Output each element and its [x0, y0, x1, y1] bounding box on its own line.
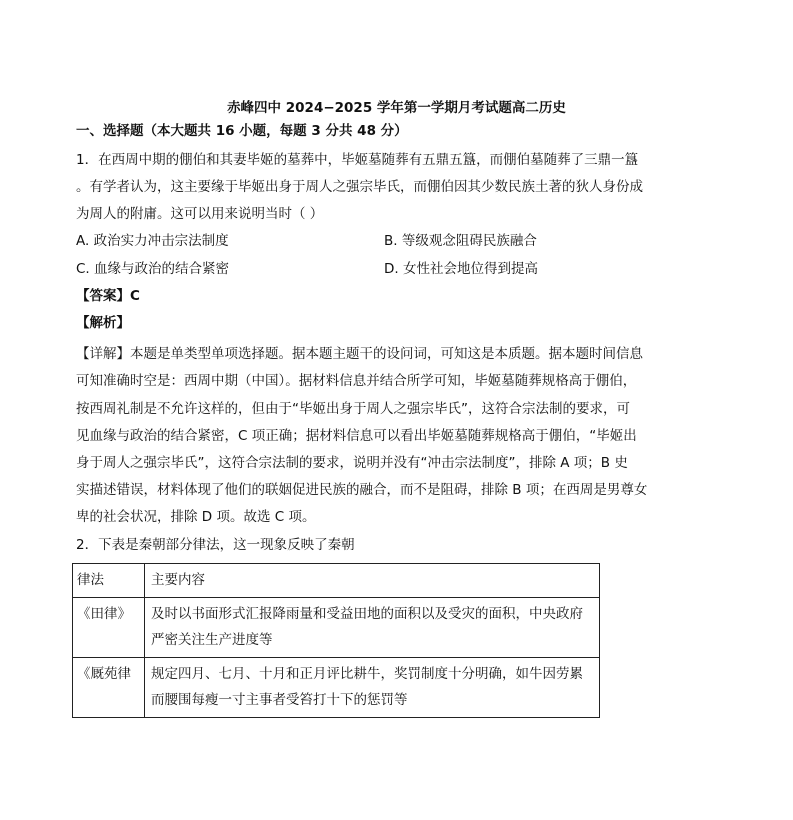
table-cell-law: 《田律》: [73, 598, 145, 658]
q2-stem: 2．下表是秦朝部分律法，这一现象反映了秦朝: [76, 537, 355, 553]
q1-detail-line-1: 【详解】本题是单类型单项选择题。据本题主题干的设问词，可知这是本质题。据本题时间信息: [76, 346, 643, 362]
table-cell-content: [145, 598, 600, 658]
page-title: 赤峰四中 2024−2025 学年第一学期月考试题高二历史: [227, 100, 566, 116]
q1-stem-line-1: 1．在西周中期的倗伯和其妻毕姬的墓葬中，毕姬墓随葬有五鼎五簋，而倗伯墓随葬了三鼎一簋: [76, 152, 639, 168]
table-cell-law: 《厩苑律: [73, 658, 145, 718]
law-table: [72, 563, 600, 718]
q1-detail-line-4: 见血缘与政治的结合紧密，C 项正确；据材料信息可以看出毕姬墓随葬规格高于倗伯，“毕姬出: [76, 428, 637, 444]
q1-detail-line-6: 实描述错误，材料体现了他们的联姻促进民族的融合，而不是阻碍，排除 B 项；在西周是男尊女: [76, 482, 648, 498]
q1-detail-line-2: 可知准确时空是：西周中期（中国）。据材料信息并结合所学可知，毕姬墓随葬规格高于倗伯，: [76, 373, 637, 389]
table-header-row: [73, 564, 600, 598]
q1-option-d: D. 女性社会地位得到提高: [384, 261, 538, 277]
content-line: 规定四月、七月、十月和正月评比耕牛，奖罚制度十分明确，如牛因劳累: [151, 666, 583, 682]
q1-stem-line-3: 为周人的附庸。这可以用来说明当时（ ）: [76, 206, 324, 222]
table-header-law: 律法: [73, 564, 145, 598]
table-row: [73, 598, 600, 658]
q1-analysis-label: 【解析】: [76, 315, 130, 331]
q1-option-c: C. 血缘与政治的结合紧密: [76, 261, 230, 277]
q1-detail-line-3: 按西周礼制是不允许这样的，但由于“毕姬出身于周人之强宗毕氏”，这符合宗法制的要求，可: [76, 401, 630, 417]
q1-detail-line-5: 身于周人之强宗毕氏”，这符合宗法制的要求，说明并没有“冲击宗法制度”，排除 A 项；B 史: [76, 455, 628, 471]
content-line: 严密关注生产进度等: [151, 632, 273, 648]
q1-option-a: A. 政治实力冲击宗法制度: [76, 233, 229, 249]
content-line: 及时以书面形式汇报降雨量和受益田地的面积以及受灾的面积，中央政府: [151, 606, 583, 622]
q1-answer: 【答案】C: [76, 288, 140, 304]
table-header-content: 主要内容: [145, 564, 600, 598]
section-heading: 一、选择题（本大题共 16 小题，每题 3 分共 48 分）: [76, 123, 408, 139]
q1-stem-line-2: 。有学者认为，这主要缘于毕姬出身于周人之强宗毕氏，而倗伯因其少数民族土著的狄人身份成: [76, 179, 643, 195]
q1-detail-line-7: 卑的社会状况，排除 D 项。故选 C 项。: [76, 509, 316, 525]
table-row: [73, 658, 600, 718]
q1-option-b: B. 等级观念阻碍民族融合: [384, 233, 537, 249]
content-line: 而腰围每瘦一寸主事者受笞打十下的惩罚等: [151, 692, 408, 708]
table-cell-content: [145, 658, 600, 718]
